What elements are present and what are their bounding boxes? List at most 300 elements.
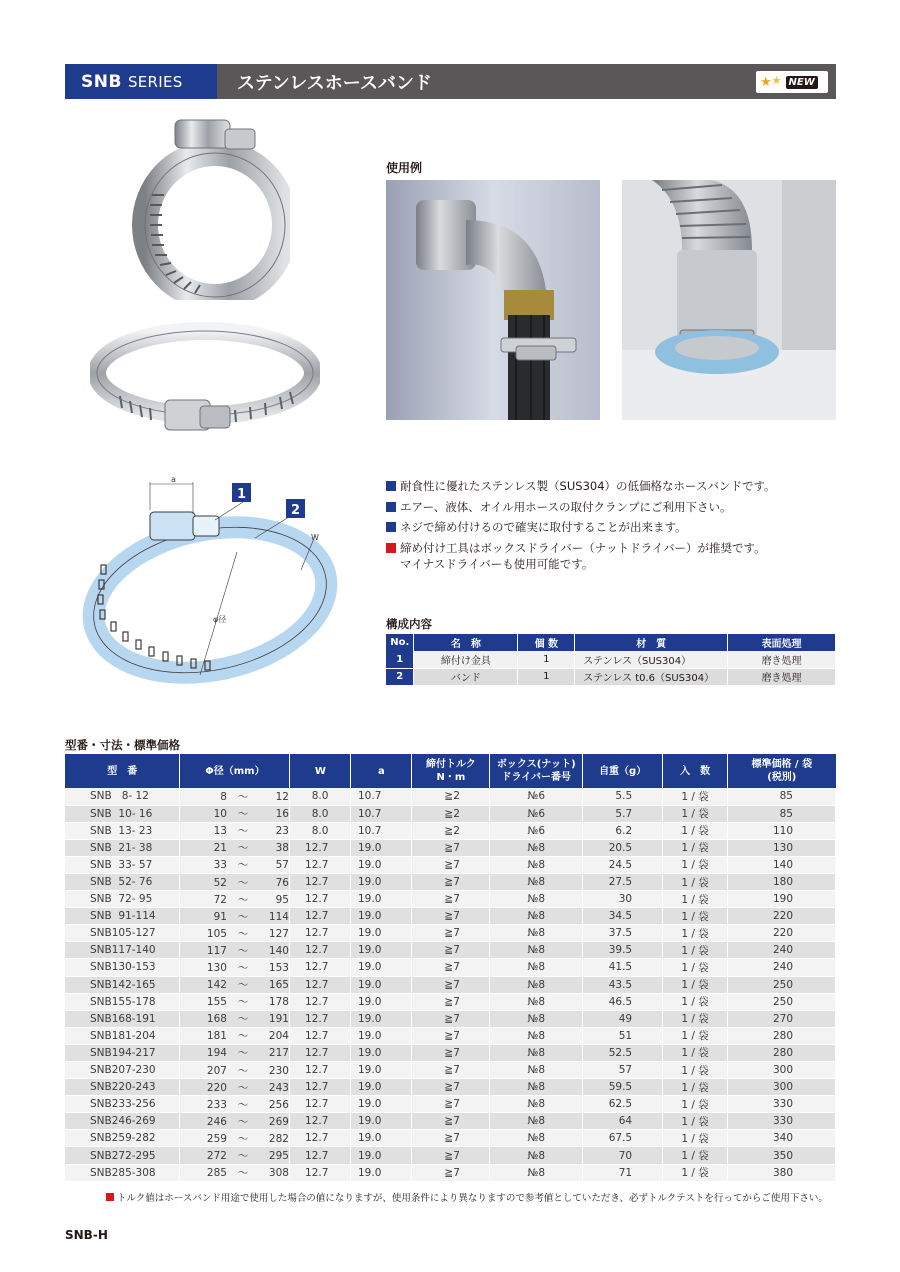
table-cell: 19.0 — [351, 891, 412, 908]
table-cell: ステンレス t0.6（SUS304） — [575, 668, 728, 685]
table-cell: ≧7 — [412, 942, 490, 959]
table-cell: SNB207-230 — [65, 1062, 180, 1079]
table-cell: 85 — [728, 805, 836, 822]
diameter-min: 13 — [213, 825, 227, 838]
table-cell — [180, 1147, 290, 1164]
table-cell: 1 — [386, 651, 414, 668]
diameter-max: 217 — [268, 1047, 289, 1060]
new-badge — [756, 71, 828, 93]
label-w: W — [311, 533, 319, 542]
table-cell: 64 — [583, 1113, 663, 1130]
table-cell: 1 / 袋 — [663, 856, 728, 873]
range-separator: ～ — [237, 808, 249, 821]
table-cell: 59.5 — [583, 1079, 663, 1096]
table-cell: ≧7 — [412, 891, 490, 908]
usage-photo-pipe — [386, 180, 600, 420]
column-header: 標準価格 / 袋 (税別) — [728, 754, 836, 788]
callout-2: 2 — [291, 503, 301, 518]
table-cell: ≧7 — [412, 925, 490, 942]
range-separator: ～ — [237, 1047, 249, 1060]
range-separator: ～ — [237, 1013, 249, 1026]
table-cell — [180, 1044, 290, 1061]
table-cell — [180, 839, 290, 856]
table-cell: 67.5 — [583, 1130, 663, 1147]
table-cell: 5.5 — [583, 788, 663, 805]
table-cell: 30 — [583, 891, 663, 908]
table-cell: 1 / 袋 — [663, 788, 728, 805]
table-cell — [180, 891, 290, 908]
table-row — [65, 1164, 836, 1181]
table-header-row — [386, 634, 836, 651]
table-cell: SNB142-165 — [65, 976, 180, 993]
table-row — [65, 891, 836, 908]
table-cell: 330 — [728, 1113, 836, 1130]
table-cell: SNB272-295 — [65, 1147, 180, 1164]
table-cell: 12.7 — [290, 856, 351, 873]
usage-photo-duct — [622, 180, 836, 420]
table-cell: ≧7 — [412, 1164, 490, 1181]
table-cell: 12.7 — [290, 1147, 351, 1164]
table-cell: 46.5 — [583, 993, 663, 1010]
bullet-square-icon — [386, 481, 396, 491]
diameter-min: 155 — [206, 996, 227, 1009]
table-cell: №8 — [490, 976, 583, 993]
table-cell: №8 — [490, 1147, 583, 1164]
range-separator: ～ — [237, 1098, 249, 1111]
column-header: 締付トルク N・m — [412, 754, 490, 788]
table-cell: №6 — [490, 822, 583, 839]
table-cell: 磨き処理 — [728, 651, 836, 668]
table-cell — [180, 925, 290, 942]
table-cell: 270 — [728, 1010, 836, 1027]
table-cell: 39.5 — [583, 942, 663, 959]
table-cell: SNB 10- 16 — [65, 805, 180, 822]
table-cell: 19.0 — [351, 1010, 412, 1027]
table-cell: 1 / 袋 — [663, 839, 728, 856]
table-row — [65, 856, 836, 873]
table-cell: №6 — [490, 805, 583, 822]
table-cell: SNB246-269 — [65, 1113, 180, 1130]
table-cell: SNB 8- 12 — [65, 788, 180, 805]
table-cell: 1 / 袋 — [663, 1113, 728, 1130]
table-cell: 280 — [728, 1027, 836, 1044]
table-row — [65, 993, 836, 1010]
table-row — [386, 668, 836, 685]
table-cell: SNB 13- 23 — [65, 822, 180, 839]
table-row — [386, 651, 836, 668]
bullet-square-icon — [386, 522, 396, 532]
column-header: a — [351, 754, 412, 788]
range-separator: ～ — [237, 910, 249, 923]
diameter-min: 10 — [213, 808, 227, 821]
table-cell: 1 / 袋 — [663, 959, 728, 976]
table-cell: ≧7 — [412, 1096, 490, 1113]
table-cell: 280 — [728, 1044, 836, 1061]
table-cell: 19.0 — [351, 839, 412, 856]
table-header-row — [65, 754, 836, 788]
table-cell: 51 — [583, 1027, 663, 1044]
diameter-max: 204 — [268, 1030, 289, 1043]
table-cell: 12.7 — [290, 942, 351, 959]
diameter-max: 57 — [275, 859, 289, 872]
table-cell: ≧7 — [412, 1079, 490, 1096]
diameter-min: 181 — [206, 1030, 227, 1043]
table-cell: 19.0 — [351, 873, 412, 890]
table-cell: 300 — [728, 1079, 836, 1096]
table-cell — [180, 873, 290, 890]
diameter-min: 33 — [213, 859, 227, 872]
table-row — [65, 822, 836, 839]
column-header: W — [290, 754, 351, 788]
range-separator: ～ — [237, 1030, 249, 1043]
table-cell: ≧7 — [412, 1044, 490, 1061]
diameter-max: 295 — [268, 1150, 289, 1163]
table-cell: 140 — [728, 856, 836, 873]
table-cell: 1 / 袋 — [663, 1062, 728, 1079]
diameter-min: 207 — [206, 1064, 227, 1077]
feature-text: 耐食性に優れたステンレス製（SUS304）の低価格なホースバンドです。 — [400, 479, 776, 493]
spec-table — [65, 754, 836, 1182]
table-cell: №8 — [490, 1010, 583, 1027]
table-cell: ≧2 — [412, 788, 490, 805]
dimension-diagram — [75, 470, 365, 710]
diameter-min: 8 — [220, 790, 227, 803]
table-cell: 1 / 袋 — [663, 1044, 728, 1061]
table-cell: №8 — [490, 1096, 583, 1113]
diameter-min: 21 — [213, 842, 227, 855]
table-cell: 19.0 — [351, 976, 412, 993]
table-cell: 19.0 — [351, 1147, 412, 1164]
table-cell: 1 / 袋 — [663, 1027, 728, 1044]
table-cell: 380 — [728, 1164, 836, 1181]
table-cell: 1 / 袋 — [663, 1147, 728, 1164]
table-cell: SNB 21- 38 — [65, 839, 180, 856]
diameter-max: 308 — [268, 1167, 289, 1180]
table-cell: 1 / 袋 — [663, 925, 728, 942]
table-cell: 19.0 — [351, 1079, 412, 1096]
table-cell: 10.7 — [351, 822, 412, 839]
table-cell: 52.5 — [583, 1044, 663, 1061]
diameter-max: 178 — [268, 996, 289, 1009]
table-cell: 12.7 — [290, 873, 351, 890]
diameter-max: 256 — [268, 1098, 289, 1111]
table-cell: ≧7 — [412, 1010, 490, 1027]
table-cell: 1 / 袋 — [663, 976, 728, 993]
table-cell: №8 — [490, 1044, 583, 1061]
table-row — [65, 942, 836, 959]
components-table — [386, 634, 836, 686]
table-cell: 190 — [728, 891, 836, 908]
table-cell: 10.7 — [351, 788, 412, 805]
range-separator: ～ — [237, 790, 249, 803]
table-cell — [180, 1113, 290, 1130]
table-cell: 43.5 — [583, 976, 663, 993]
table-cell: 10.7 — [351, 805, 412, 822]
table-cell: ≧7 — [412, 1113, 490, 1130]
table-cell: ≧7 — [412, 1130, 490, 1147]
table-cell: №8 — [490, 925, 583, 942]
table-cell: 磨き処理 — [728, 668, 836, 685]
table-cell: 19.0 — [351, 925, 412, 942]
diameter-max: 140 — [268, 944, 289, 957]
table-cell: SNB130-153 — [65, 959, 180, 976]
table-cell: SNB285-308 — [65, 1164, 180, 1181]
table-row — [65, 1027, 836, 1044]
table-cell: 250 — [728, 976, 836, 993]
table-cell: 62.5 — [583, 1096, 663, 1113]
range-separator: ～ — [237, 1115, 249, 1128]
table-cell: SNB168-191 — [65, 1010, 180, 1027]
table-row — [65, 959, 836, 976]
table-cell: 12.7 — [290, 1044, 351, 1061]
table-cell: №8 — [490, 959, 583, 976]
star-icon: ★ — [760, 74, 772, 90]
feature-item — [386, 499, 846, 515]
table-row — [65, 1044, 836, 1061]
diameter-max: 95 — [275, 893, 289, 906]
table-cell — [180, 908, 290, 925]
table-cell — [180, 822, 290, 839]
table-cell: 350 — [728, 1147, 836, 1164]
table-row — [65, 788, 836, 805]
table-cell: 1 / 袋 — [663, 1010, 728, 1027]
table-cell: №8 — [490, 942, 583, 959]
diameter-min: 52 — [213, 876, 227, 889]
table-cell: SNB105-127 — [65, 925, 180, 942]
table-cell: SNB 52- 76 — [65, 873, 180, 890]
page-header — [65, 64, 836, 99]
table-cell: 12.7 — [290, 1062, 351, 1079]
table-cell: 8.0 — [290, 822, 351, 839]
table-cell — [180, 959, 290, 976]
diameter-max: 191 — [268, 1013, 289, 1026]
table-cell: №8 — [490, 839, 583, 856]
diameter-max: 243 — [268, 1081, 289, 1094]
diameter-min: 259 — [206, 1132, 227, 1145]
table-cell: ≧7 — [412, 976, 490, 993]
table-cell — [180, 1096, 290, 1113]
table-cell: 49 — [583, 1010, 663, 1027]
table-cell — [180, 1130, 290, 1147]
range-separator: ～ — [237, 893, 249, 906]
table-cell: 1 — [518, 668, 575, 685]
diameter-min: 194 — [206, 1047, 227, 1060]
diameter-max: 76 — [275, 876, 289, 889]
feature-list — [386, 478, 846, 576]
table-cell: SNB 72- 95 — [65, 891, 180, 908]
table-cell: 19.0 — [351, 856, 412, 873]
table-cell: ≧7 — [412, 839, 490, 856]
table-cell — [180, 1164, 290, 1181]
table-cell: 19.0 — [351, 959, 412, 976]
range-separator: ～ — [237, 927, 249, 940]
table-cell: 19.0 — [351, 942, 412, 959]
diameter-min: 246 — [206, 1115, 227, 1128]
table-cell: 1 / 袋 — [663, 891, 728, 908]
table-cell: 12.7 — [290, 1079, 351, 1096]
table-cell: 1 / 袋 — [663, 1130, 728, 1147]
table-cell: 12.7 — [290, 1027, 351, 1044]
series-label-light: SERIES — [127, 72, 183, 91]
feature-item — [386, 519, 846, 535]
diameter-min: 130 — [206, 961, 227, 974]
table-cell: ≧7 — [412, 908, 490, 925]
table-cell: ≧7 — [412, 873, 490, 890]
diameter-max: 16 — [275, 808, 289, 821]
table-cell: 12.7 — [290, 1113, 351, 1130]
label-diameter: φ径 — [213, 615, 227, 624]
table-cell: 12.7 — [290, 891, 351, 908]
page-title: ステンレスホースバンド — [237, 72, 432, 94]
table-cell: 1 — [518, 651, 575, 668]
table-cell: 19.0 — [351, 1130, 412, 1147]
table-cell: 1 / 袋 — [663, 1164, 728, 1181]
table-cell: SNB194-217 — [65, 1044, 180, 1061]
new-badge-text: NEW — [786, 76, 818, 89]
table-cell: 19.0 — [351, 1113, 412, 1130]
table-row — [65, 1010, 836, 1027]
diameter-max: 114 — [268, 910, 289, 923]
feature-text: 締め付け工具はボックスドライバー（ナットドライバー）が推奨です。 マイナスドライバーも使用可能です。 — [400, 540, 766, 571]
table-row — [65, 873, 836, 890]
table-cell: 24.5 — [583, 856, 663, 873]
table-cell: 19.0 — [351, 1044, 412, 1061]
feature-item — [386, 478, 846, 494]
feature-item — [386, 540, 846, 572]
table-cell: №8 — [490, 891, 583, 908]
table-cell: SNB181-204 — [65, 1027, 180, 1044]
table-cell: バンド — [414, 668, 518, 685]
table-cell: 12.7 — [290, 959, 351, 976]
range-separator: ～ — [237, 842, 249, 855]
table-cell — [180, 1010, 290, 1027]
series-label-bold: SNB — [81, 71, 122, 92]
table-cell: 41.5 — [583, 959, 663, 976]
table-cell — [180, 1062, 290, 1079]
table-row — [65, 805, 836, 822]
table-cell: 1 / 袋 — [663, 805, 728, 822]
table-cell: 37.5 — [583, 925, 663, 942]
table-cell: 12.7 — [290, 1096, 351, 1113]
diameter-max: 127 — [268, 927, 289, 940]
product-photo-open-clamp — [90, 318, 320, 443]
table-cell: №6 — [490, 788, 583, 805]
diameter-max: 38 — [275, 842, 289, 855]
table-cell: 12.7 — [290, 1130, 351, 1147]
column-header: 個 数 — [518, 634, 575, 651]
table-cell: 330 — [728, 1096, 836, 1113]
table-cell: 240 — [728, 959, 836, 976]
table-cell: 19.0 — [351, 1164, 412, 1181]
table-row — [65, 1062, 836, 1079]
diameter-min: 168 — [206, 1013, 227, 1026]
table-cell: 110 — [728, 822, 836, 839]
table-cell — [180, 856, 290, 873]
table-cell: 1 / 袋 — [663, 873, 728, 890]
table-cell: №8 — [490, 1130, 583, 1147]
diameter-min: 91 — [213, 910, 227, 923]
column-header: 入 数 — [663, 754, 728, 788]
table-cell: 300 — [728, 1062, 836, 1079]
column-header: 表面処理 — [728, 634, 836, 651]
table-row — [65, 1113, 836, 1130]
diameter-min: 220 — [206, 1081, 227, 1094]
table-cell: 19.0 — [351, 993, 412, 1010]
range-separator: ～ — [237, 876, 249, 889]
diameter-min: 285 — [206, 1167, 227, 1180]
table-cell: SNB 91-114 — [65, 908, 180, 925]
diameter-max: 269 — [268, 1115, 289, 1128]
label-a: a — [171, 475, 176, 484]
range-separator: ～ — [237, 1132, 249, 1145]
table-cell: 5.7 — [583, 805, 663, 822]
note-text: トルク値はホースバンド用途で使用した場合の値になりますが、使用条件により異なりますので参考値としていただき、必ずトルクテストを行ってからご使用下さい。 — [117, 1193, 828, 1204]
table-row — [65, 1147, 836, 1164]
bullet-square-icon — [386, 543, 396, 553]
table-cell: №8 — [490, 856, 583, 873]
diameter-max: 23 — [275, 825, 289, 838]
column-header: 材 質 — [575, 634, 728, 651]
table-cell: №8 — [490, 1062, 583, 1079]
table-cell: 8.0 — [290, 788, 351, 805]
table-cell: 240 — [728, 942, 836, 959]
table-cell: №8 — [490, 1079, 583, 1096]
spec-title: 型番・寸法・標準価格 — [65, 738, 180, 752]
table-cell: SNB220-243 — [65, 1079, 180, 1096]
table-cell: 12.7 — [290, 993, 351, 1010]
table-cell: 1 / 袋 — [663, 942, 728, 959]
table-cell: №8 — [490, 1164, 583, 1181]
table-row — [65, 1096, 836, 1113]
table-cell: 250 — [728, 993, 836, 1010]
table-cell: №8 — [490, 873, 583, 890]
table-row — [65, 1079, 836, 1096]
table-cell: SNB155-178 — [65, 993, 180, 1010]
column-header: 名 称 — [414, 634, 518, 651]
table-cell: 19.0 — [351, 1027, 412, 1044]
range-separator: ～ — [237, 1081, 249, 1094]
table-row — [65, 908, 836, 925]
table-cell — [180, 993, 290, 1010]
table-cell: ≧7 — [412, 1027, 490, 1044]
table-cell: 130 — [728, 839, 836, 856]
table-cell: SNB117-140 — [65, 942, 180, 959]
feature-text: エアー、液体、オイル用ホースの取付クランプにご利用下さい。 — [400, 499, 732, 514]
table-cell: 1 / 袋 — [663, 1096, 728, 1113]
diameter-min: 272 — [206, 1150, 227, 1163]
table-row — [65, 925, 836, 942]
table-cell: 12.7 — [290, 1164, 351, 1181]
table-cell: SNB 33- 57 — [65, 856, 180, 873]
range-separator: ～ — [237, 944, 249, 957]
table-cell: ≧2 — [412, 822, 490, 839]
range-separator: ～ — [237, 825, 249, 838]
bullet-square-icon — [386, 502, 396, 512]
table-cell: ≧7 — [412, 1147, 490, 1164]
table-cell: 180 — [728, 873, 836, 890]
bullet-square-icon — [106, 1193, 114, 1201]
table-cell: 70 — [583, 1147, 663, 1164]
feature-text: ネジで締め付けるので確実に取付することが出来ます。 — [400, 520, 687, 534]
product-photo-closed-clamp — [130, 115, 290, 300]
table-cell: ≧2 — [412, 805, 490, 822]
table-cell — [180, 1027, 290, 1044]
column-header: ボックス(ナット) ドライバー番号 — [490, 754, 583, 788]
table-cell: 12.7 — [290, 839, 351, 856]
table-cell: №8 — [490, 1113, 583, 1130]
diameter-max: 282 — [268, 1132, 289, 1145]
diameter-min: 105 — [206, 927, 227, 940]
